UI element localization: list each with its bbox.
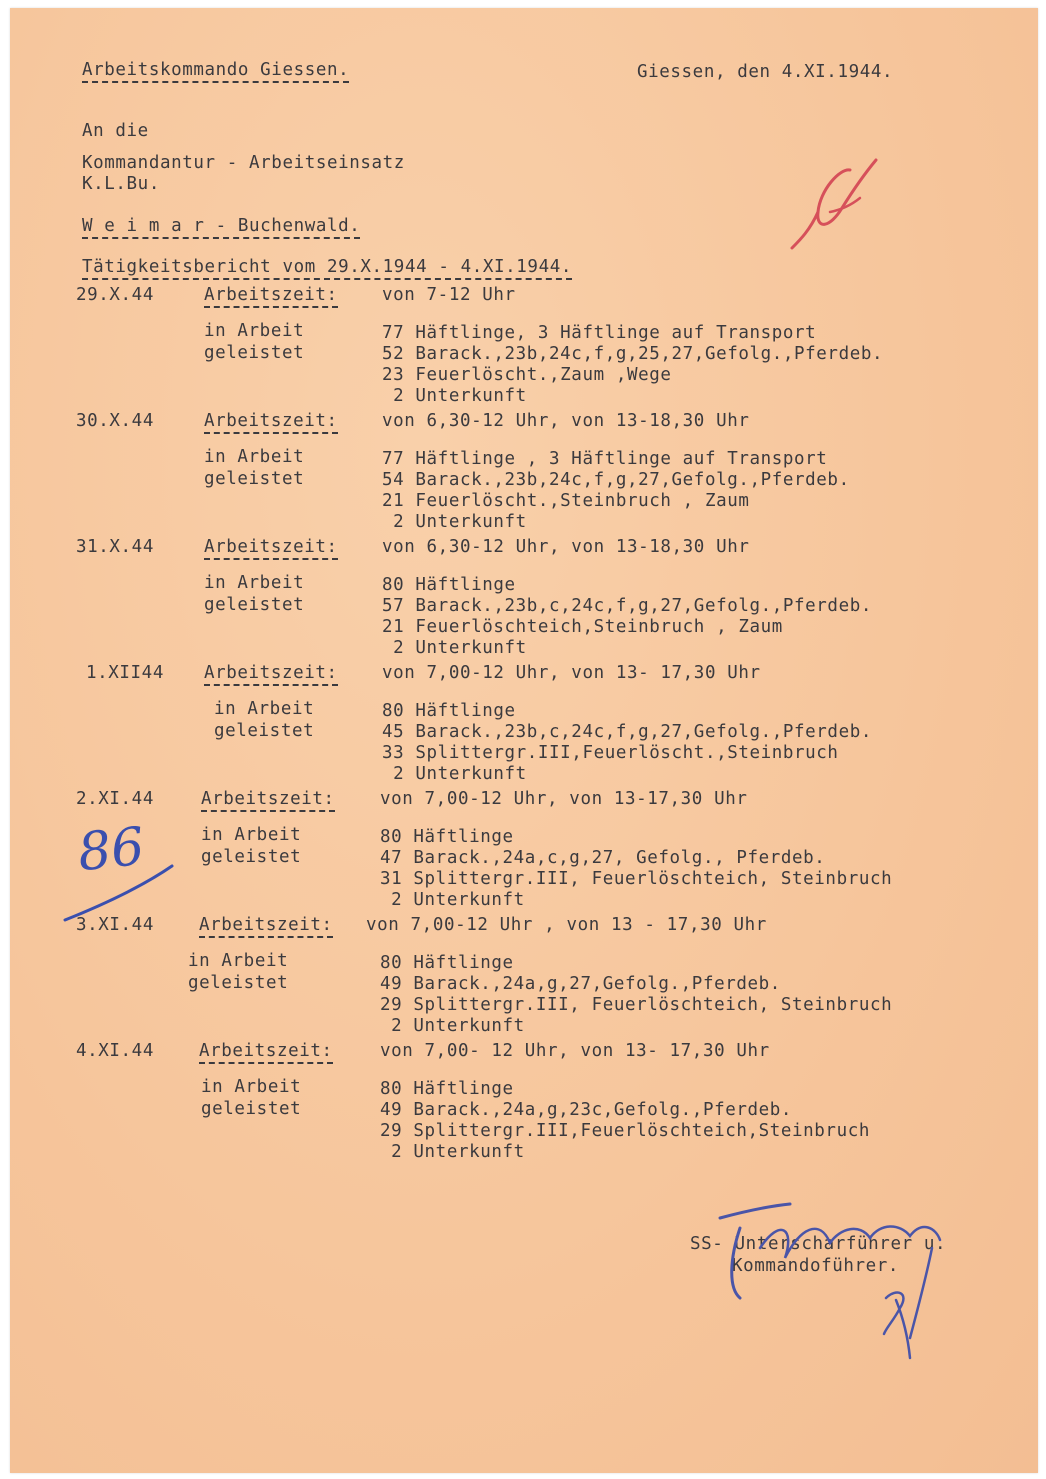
entry-date: 3.XI.44: [76, 915, 154, 935]
entry-hours: von 7-12 Uhr: [382, 285, 516, 305]
entry-hours: von 7,00-12 Uhr , von 13 - 17,30 Uhr: [366, 915, 767, 935]
entry-work-label-1: in Arbeit: [201, 825, 302, 845]
report-subject: Tätigkeitsbericht vom 29.X.1944 - 4.XI.1944.: [82, 257, 572, 280]
entry-line: 52 Barack.,23b,24c,f,g,25,27,Gefolg.,Pferdeb.: [382, 344, 884, 364]
entry-hours: von 7,00-12 Uhr, von 13- 17,30 Uhr: [382, 663, 761, 683]
handwritten-signature: [700, 1188, 960, 1368]
entry-line: 29 Splittergr.III,Feuerlöschteich,Steinbruch: [380, 1121, 870, 1141]
entry-line: 31 Splittergr.III, Feuerlöschteich, Steinbruch: [380, 869, 893, 889]
entry-hours: von 6,30-12 Uhr, von 13-18,30 Uhr: [382, 411, 750, 431]
entry-hours-label: Arbeitszeit:: [199, 1041, 333, 1064]
place-date: Giessen, den 4.XI.1944.: [637, 62, 894, 82]
blue-pencil-slash: [60, 858, 180, 928]
entry-work-label-1: in Arbeit: [214, 699, 315, 719]
entry-line: 77 Häftlinge, 3 Häftlinge auf Transport: [382, 323, 817, 343]
entry-date: 2.XI.44: [76, 789, 154, 809]
entry-line: 23 Feuerlöscht.,Zaum ,Wege: [382, 365, 672, 385]
entry-line: 2 Unterkunft: [382, 512, 527, 532]
entry-line: 80 Häftlinge: [382, 701, 516, 721]
address-line-3: K.L.Bu.: [82, 174, 160, 194]
address-line-4: W e i m a r - Buchenwald.: [82, 216, 360, 239]
entry-work-label-1: in Arbeit: [188, 951, 289, 971]
entry-work-label-1: in Arbeit: [204, 573, 305, 593]
entry-line: 21 Feuerlöscht.,Steinbruch , Zaum: [382, 491, 750, 511]
entry-line: 2 Unterkunft: [380, 1016, 525, 1036]
entry-line: 33 Splittergr.III,Feuerlöscht.,Steinbruch: [382, 743, 839, 763]
entry-line: 2 Unterkunft: [382, 638, 527, 658]
entry-work-label-2: geleistet: [204, 595, 305, 615]
entry-hours-label: Arbeitszeit:: [204, 663, 338, 686]
entry-line: 54 Barack.,23b,24c,f,g,27,Gefolg.,Pferdeb.: [382, 470, 850, 490]
entry-line: 2 Unterkunft: [382, 764, 527, 784]
entry-work-label-1: in Arbeit: [204, 321, 305, 341]
entry-line: 80 Häftlinge: [380, 827, 514, 847]
entry-work-label-1: in Arbeit: [204, 447, 305, 467]
entry-hours-label: Arbeitszeit:: [204, 411, 338, 434]
entry-line: 57 Barack.,23b,c,24c,f,g,27,Gefolg.,Pferdeb.: [382, 596, 872, 616]
entry-hours: von 7,00- 12 Uhr, von 13- 17,30 Uhr: [380, 1041, 770, 1061]
entry-line: 80 Häftlinge: [380, 1079, 514, 1099]
address-line-1: An die: [82, 121, 149, 141]
signature-line-1: SS- Unterscharführer u.: [690, 1234, 947, 1254]
entry-work-label-1: in Arbeit: [201, 1077, 302, 1097]
address-line-2: Kommandantur - Arbeitseinsatz: [82, 153, 405, 173]
entry-line: 80 Häftlinge: [380, 953, 514, 973]
entry-line: 45 Barack.,23b,c,24c,f,g,27,Gefolg.,Pferdeb.: [382, 722, 872, 742]
entry-work-label-2: geleistet: [201, 847, 302, 867]
entry-date: 4.XI.44: [76, 1041, 154, 1061]
entry-work-label-2: geleistet: [204, 469, 305, 489]
entry-work-label-2: geleistet: [204, 343, 305, 363]
entry-date: 29.X.44: [76, 285, 154, 305]
entry-line: 49 Barack.,24a,g,23c,Gefolg.,Pferdeb.: [380, 1100, 793, 1120]
sender-line: Arbeitskommando Giessen.: [82, 60, 349, 83]
entry-hours-label: Arbeitszeit:: [201, 789, 335, 812]
entry-line: 2 Unterkunft: [380, 890, 525, 910]
entry-hours-label: Arbeitszeit:: [204, 285, 338, 308]
entry-hours-label: Arbeitszeit:: [204, 537, 338, 560]
entry-hours: von 6,30-12 Uhr, von 13-18,30 Uhr: [382, 537, 750, 557]
entry-work-label-2: geleistet: [214, 721, 315, 741]
entry-date: 30.X.44: [76, 411, 154, 431]
entry-line: 29 Splittergr.III, Feuerlöschteich, Steinbruch: [380, 995, 893, 1015]
entry-line: 80 Häftlinge: [382, 575, 516, 595]
entry-line: 2 Unterkunft: [382, 386, 527, 406]
entry-line: 21 Feuerlöschteich,Steinbruch , Zaum: [382, 617, 783, 637]
entry-work-label-2: geleistet: [201, 1099, 302, 1119]
signature-line-2: Kommandoführer.: [732, 1256, 900, 1276]
entry-hours-label: Arbeitszeit:: [199, 915, 333, 938]
entry-date: 1.XII44: [86, 663, 164, 683]
entry-line: 49 Barack.,24a,g,27,Gefolg.,Pferdeb.: [380, 974, 781, 994]
margin-number: 86: [75, 816, 148, 884]
entry-date: 31.X.44: [76, 537, 154, 557]
entry-line: 2 Unterkunft: [380, 1142, 525, 1162]
entry-line: 77 Häftlinge , 3 Häftlinge auf Transport: [382, 449, 828, 469]
entry-hours: von 7,00-12 Uhr, von 13-17,30 Uhr: [380, 789, 748, 809]
entry-work-label-2: geleistet: [188, 973, 289, 993]
red-pencil-mark: [780, 150, 890, 260]
entry-line: 47 Barack.,24a,c,g,27, Gefolg., Pferdeb.: [380, 848, 826, 868]
